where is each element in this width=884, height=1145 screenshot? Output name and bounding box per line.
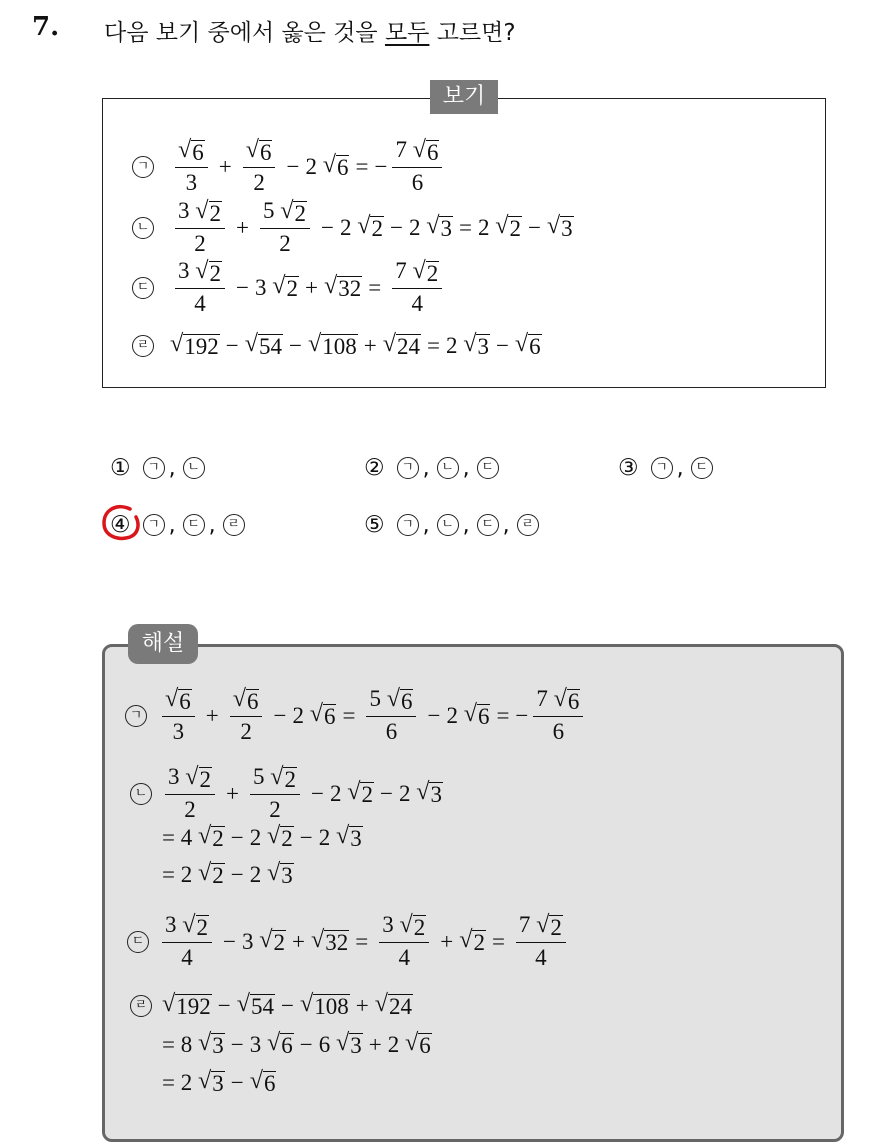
marker-r: ㄹ [517,514,539,536]
question-number: 7. [32,12,60,42]
marker-d: ㄷ [477,514,499,536]
choice-1[interactable]: ① ㄱ , ㄴ [110,455,205,481]
solution-g: ㄱ √ 6 3 + √ 6 2 − 2 √ 6 = 5 √ 6 6 − 2 √ 6 = − 7 √ 6 6 [125,686,588,746]
solution-n-line2: = 4 √ 2 − 2 √ 2 − 2 √ 3 [162,822,362,851]
bogi-item-n: ㄴ 3 √ 2 2 + 5 √ 2 2 − 2 √ 2 − 2 √ 3 = 2 √ 2 − √ 3 [132,198,574,258]
bogi-item-r: ㄹ √ 192 − √ 54 − √ 108 + √ 24 = 2 √ 3 − √ 6 [132,332,542,359]
choice-5[interactable]: ⑤ ㄱ , ㄴ , ㄷ , ㄹ [364,512,539,538]
marker-r: ㄹ [132,335,154,357]
solution-r-line3: = 2 √ 3 − √ 6 [162,1067,276,1096]
question-text: 다음 보기 중에서 옳은 것을 모두 고르면? [104,20,516,46]
marker-g: ㄱ [132,156,154,178]
marker-d: ㄷ [477,457,499,479]
marker-g: ㄱ [143,514,165,536]
solution-label: 해설 [128,624,198,664]
marker-n: ㄴ [183,457,205,479]
marker-n: ㄴ [132,217,154,239]
marker-g: ㄱ [397,514,419,536]
choice-4[interactable]: ④ ㄱ , ㄷ , ㄹ [110,512,245,538]
selected-answer-circle [100,503,142,543]
choice-3[interactable]: ③ ㄱ , ㄷ [618,455,713,481]
marker-r: ㄹ [223,514,245,536]
solution-d: ㄷ 3 √ 2 4 − 3 √ 2 + √ 32 = 3 √ 2 4 + √ 2 = 7 √ 2 4 [127,912,571,972]
marker-g: ㄱ [125,705,147,727]
underlined-word: 모두 [384,20,430,46]
marker-g: ㄱ [397,457,419,479]
marker-g: ㄱ [651,457,673,479]
marker-d: ㄷ [691,457,713,479]
marker-n: ㄴ [130,783,152,805]
solution-n-line1: ㄴ 3 √ 2 2 + 5 √ 2 2 − 2 √ 2 − 2 √ 3 [130,764,443,824]
bogi-label: 보기 [430,80,498,114]
marker-d: ㄷ [183,514,205,536]
marker-d: ㄷ [127,931,149,953]
marker-n: ㄴ [437,514,459,536]
marker-r: ㄹ [130,995,152,1017]
solution-r-line1: ㄹ √ 192 − √ 54 − √ 108 + √ 24 [130,992,413,1019]
choice-2[interactable]: ② ㄱ , ㄴ , ㄷ [364,455,499,481]
marker-d: ㄷ [132,277,154,299]
solution-n-line3: = 2 √ 2 − 2 √ 3 [162,859,293,888]
marker-g: ㄱ [143,457,165,479]
bogi-item-d: ㄷ 3 √ 2 4 − 3 √ 2 + √ 32 = 7 √ 2 4 [132,258,447,318]
bogi-item-g: ㄱ √ 6 3 + √ 6 2 − 2 √ 6 = − 7 √ 6 6 [132,137,447,197]
marker-n: ㄴ [437,457,459,479]
solution-r-line2: = 8 √ 3 − 3 √ 6 − 6 √ 3 + 2 √ 6 [162,1029,431,1058]
